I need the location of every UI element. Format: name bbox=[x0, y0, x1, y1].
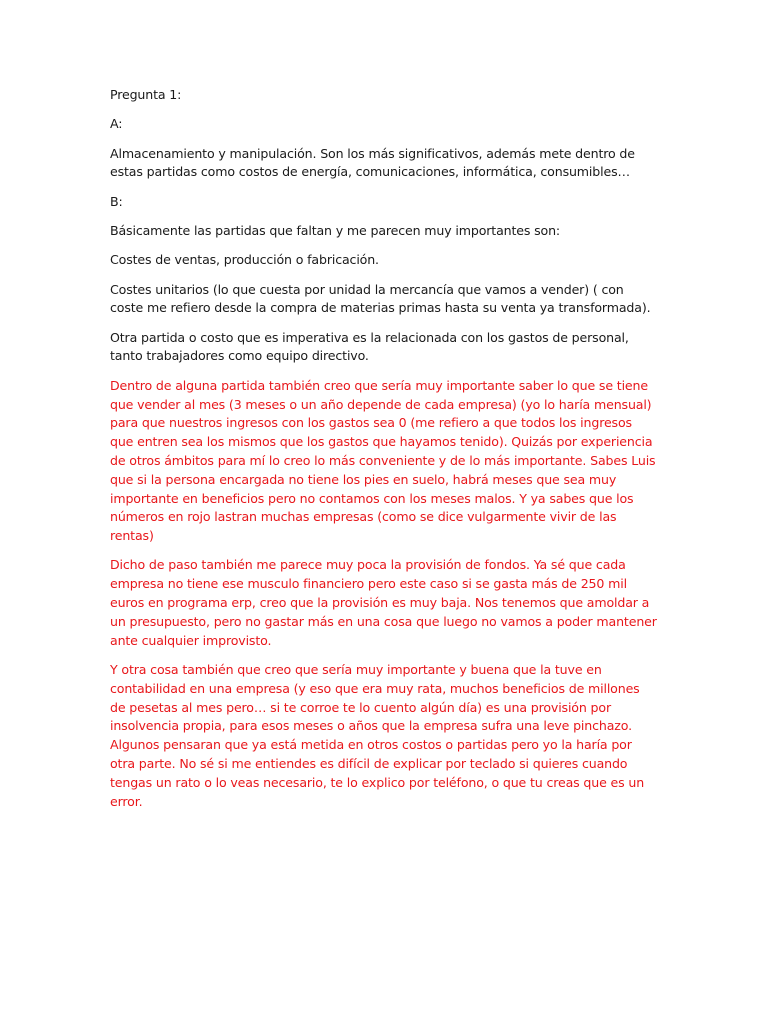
paragraph-breakeven-note: Dentro de alguna partida también creo que sería muy importante saber lo que se tiene que vender al mes (3 meses o un año depende de cada empresa) (yo lo haría mensual) para que nuestros ingresos con los gastos sea 0 (me refiero a que todos los ingresos que entren sea los mismos que los gastos que hayamos tenido). Quizás por experiencia de otros ámbitos para mí lo creo lo más conveniente y de lo más importante. Sabes Luis que si la persona encargada no tiene los pies en suelo, habrá meses que sea muy importante en beneficios pero no contamos con los meses malos. Y ya sabes que los números en rojo lastran muchas empresas (como se dice vulgarmente vivir de las rentas) bbox=[110, 377, 656, 544]
paragraph-personnel-costs: Otra partida o costo que es imperativa es la relacionada con los gastos de personal, tanto trabajadores como equipo directivo. bbox=[110, 329, 629, 364]
section-a-label: A: bbox=[110, 116, 123, 132]
paragraph-unit-costs: Costes unitarios (lo que cuesta por unidad la mercancía que vamos a vender) ( con coste me refiero desde la compra de materias primas hasta su venta ya transformada). bbox=[110, 281, 651, 316]
paragraph-sales-costs: Costes de ventas, producción o fabricación. bbox=[110, 252, 379, 268]
paragraph-insolvency-provision-note: Y otra cosa también que creo que sería muy importante y buena que la tuve en contabilidad en una empresa (y eso que era muy rata, muchos beneficios de millones de pesetas al mes pero… si te corroe te lo cuento algún día) es una provisión por insolvencia propia, para esos meses o años que la empresa sufra una leve pinchazo. Algunos pensaran que ya está metida en otros costos o partidas pero yo la haría por otra parte. No sé si me entiendes es difícil de explicar por teclado si quieres cuando tengas un rato o lo veas necesario, te lo explico por teléfono, o que tu creas que es un error. bbox=[110, 661, 645, 809]
section-b-intro: Básicamente las partidas que faltan y me parecen muy importantes son: bbox=[110, 222, 561, 238]
paragraph-funds-provision-note: Dicho de paso también me parece muy poca la provisión de fondos. Ya sé que cada empresa no tiene ese musculo financiero pero este caso si se gasta más de 250 mil euros en programa erp, creo que la provisión es muy baja. Nos tenemos que amoldar a un presupuesto, pero no gastar más en una cosa que luego no vamos a poder mantener ante cualquier improvisto. bbox=[110, 557, 657, 648]
section-a-answer: Almacenamiento y manipulación. Son los más significativos, además mete dentro de estas partidas como costos de energía, comunicaciones, informática, consumibles… bbox=[110, 145, 635, 180]
question-heading: Pregunta 1: bbox=[110, 87, 182, 102]
document-body bbox=[110, 86, 658, 822]
section-b-label: B: bbox=[110, 193, 123, 209]
